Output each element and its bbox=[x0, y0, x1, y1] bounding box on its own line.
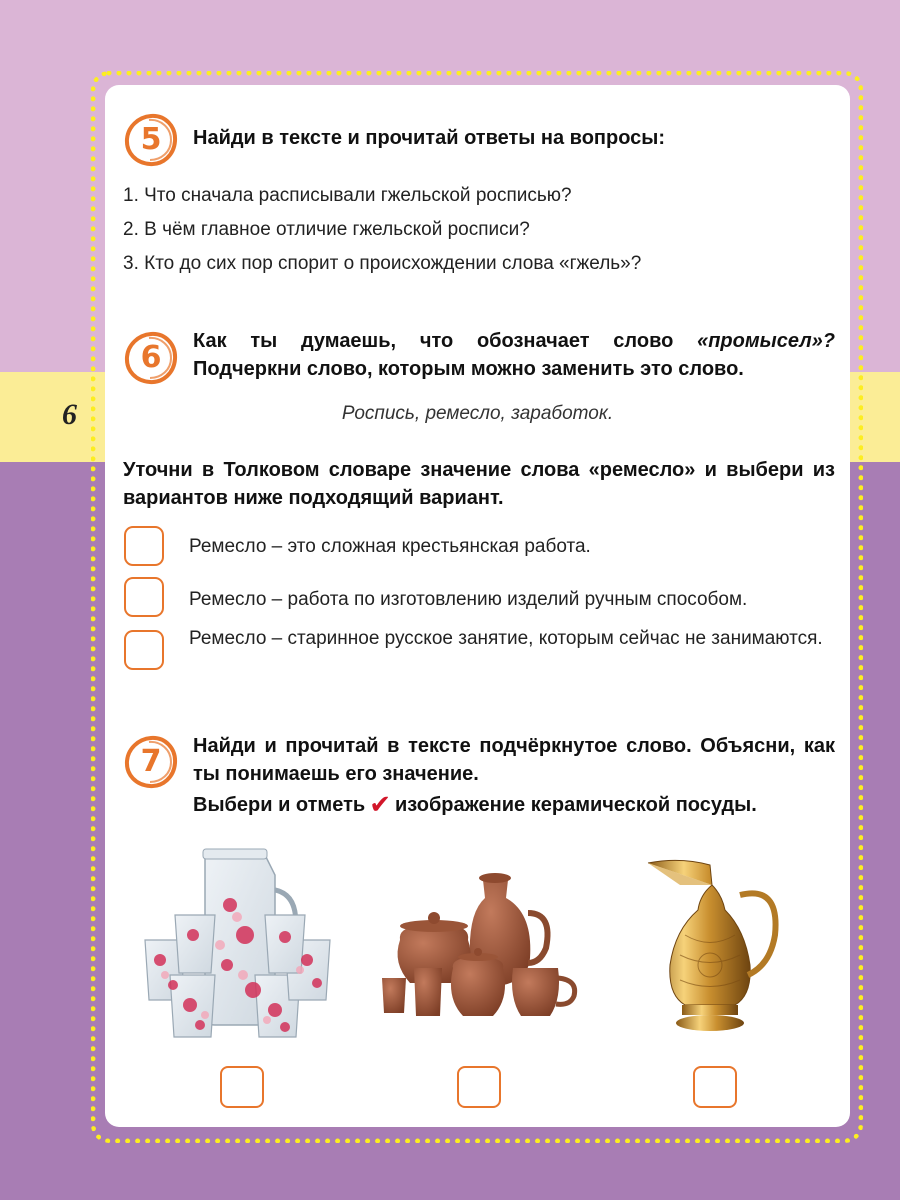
task-7-badge bbox=[123, 734, 179, 790]
task-7-text: Найди и прочитай в тексте подчёркнутое слово. Объясни, как ты понимаешь его значение. bbox=[193, 735, 835, 785]
picture-3-checkbox[interactable] bbox=[693, 1066, 737, 1108]
glass-pitcher-set-icon bbox=[135, 845, 345, 1045]
task-7-instruction bbox=[193, 790, 835, 819]
page-number: 6 bbox=[62, 398, 77, 431]
choice-3-text: Ремесло – старинное русское занятие, которым сейчас не занимаются. bbox=[189, 628, 823, 649]
task-6-text bbox=[193, 327, 835, 383]
task-5-title: Найди в тексте и прочитай ответы на вопросы: bbox=[193, 127, 666, 149]
task-5-number: 5 bbox=[140, 122, 162, 157]
list-item: 3. Кто до сих пор спорит о происхождении слова «гжель»? bbox=[123, 253, 642, 274]
dictionary-prompt: Уточни в Толковом словаре значение слова «ремесло» и выбери из вариантов ниже подходящий вариант. bbox=[123, 459, 835, 509]
choice-1-checkbox[interactable] bbox=[124, 526, 164, 566]
choice-2-checkbox[interactable] bbox=[124, 577, 164, 617]
task-7-instruction-before: Выбери и отметь bbox=[193, 794, 366, 816]
clay-pottery-set-icon bbox=[378, 868, 583, 1023]
picture-1-checkbox[interactable] bbox=[220, 1066, 264, 1108]
choice-1-text: Ремесло – это сложная крестьянская работа. bbox=[189, 536, 591, 557]
task-6-badge bbox=[123, 330, 179, 386]
choice-2-text: Ремесло – работа по изготовлению изделий ручным способом. bbox=[189, 589, 748, 610]
task-6-word-options: Роспись, ремесло, заработок. bbox=[341, 403, 614, 424]
task-6-number: 6 bbox=[140, 340, 162, 375]
task-5-questions bbox=[123, 180, 823, 282]
choice-3-checkbox[interactable] bbox=[124, 630, 164, 670]
list-item: 2. В чём главное отличие гжельской росписи? bbox=[123, 219, 530, 240]
task-6-keyword: «промысел»? bbox=[697, 330, 835, 352]
picture-2-checkbox[interactable] bbox=[457, 1066, 501, 1108]
brass-jug-icon bbox=[640, 855, 785, 1035]
checkmark-icon: ✔ bbox=[369, 789, 391, 819]
task-6-text-after: Подчеркни слово, которым можно заменить это слово. bbox=[193, 358, 744, 380]
task-5-badge bbox=[123, 112, 179, 168]
task-7-instruction-after: изображение керамической посуды. bbox=[394, 794, 757, 816]
list-item: 1. Что сначала расписывали гжельской росписью? bbox=[123, 185, 572, 206]
task-7-number: 7 bbox=[140, 744, 162, 779]
task-6-text-before: Как ты думаешь, что обозначает слово bbox=[193, 330, 698, 352]
